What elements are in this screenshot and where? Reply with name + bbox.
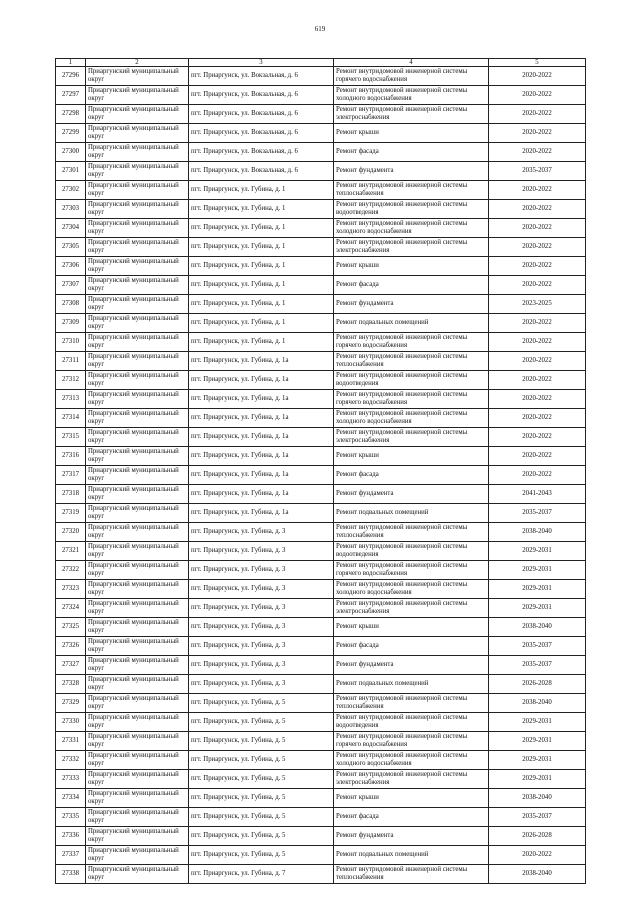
cell-period: 2020-2022: [489, 200, 586, 219]
table-row: [56, 390, 586, 409]
cell-period: 2026-2028: [489, 827, 586, 846]
table-row: [56, 504, 586, 523]
cell-municipality: Приаргунский муниципальный округ: [86, 808, 189, 827]
cell-period: 2020-2022: [489, 219, 586, 238]
cell-period: 2020-2022: [489, 181, 586, 200]
cell-municipality: Приаргунский муниципальный округ: [86, 314, 189, 333]
cell-address: пгт. Приаргунск, ул. Губина, д. 1: [189, 257, 334, 276]
cell-period: 2026-2028: [489, 675, 586, 694]
cell-period: 2020-2022: [489, 466, 586, 485]
table-row: [56, 846, 586, 865]
cell-number: 27327: [56, 656, 86, 675]
cell-work-type: Ремонт подвальных помещений: [334, 846, 489, 865]
cell-number: 27316: [56, 447, 86, 466]
cell-address: пгт. Приаргунск, ул. Вокзальная, д. 6: [189, 124, 334, 143]
cell-work-type: Ремонт подвальных помещений: [334, 314, 489, 333]
cell-number: 27321: [56, 542, 86, 561]
cell-municipality: Приаргунский муниципальный округ: [86, 504, 189, 523]
cell-municipality: Приаргунский муниципальный округ: [86, 371, 189, 390]
cell-municipality: Приаргунский муниципальный округ: [86, 523, 189, 542]
cell-number: 27300: [56, 143, 86, 162]
cell-work-type: Ремонт фасада: [334, 276, 489, 295]
cell-number: 27324: [56, 599, 86, 618]
table-row: [56, 295, 586, 314]
cell-municipality: Приаргунский муниципальный округ: [86, 409, 189, 428]
cell-work-type: Ремонт крыши: [334, 124, 489, 143]
header-cell-4: 4: [334, 59, 489, 67]
cell-address: пгт. Приаргунск, ул. Губина, д. 3: [189, 561, 334, 580]
cell-period: 2020-2022: [489, 447, 586, 466]
cell-work-type: Ремонт фасада: [334, 466, 489, 485]
table-row: [56, 409, 586, 428]
cell-period: 2020-2022: [489, 276, 586, 295]
table-row: [56, 181, 586, 200]
cell-municipality: Приаргунский муниципальный округ: [86, 732, 189, 751]
cell-number: 27319: [56, 504, 86, 523]
cell-municipality: Приаргунский муниципальный округ: [86, 675, 189, 694]
page-number: 619: [314, 25, 326, 33]
cell-work-type: Ремонт внутридомовой инженерной системы холодного водоснабжения: [334, 86, 489, 105]
cell-number: 27311: [56, 352, 86, 371]
table-row: [56, 865, 586, 884]
cell-work-type: Ремонт внутридомовой инженерной системы горячего водоснабжения: [334, 333, 489, 352]
cell-municipality: Приаргунский муниципальный округ: [86, 599, 189, 618]
cell-number: 27307: [56, 276, 86, 295]
cell-municipality: Приаргунский муниципальный округ: [86, 485, 189, 504]
header-cell-1: 1: [56, 59, 86, 67]
cell-work-type: Ремонт фасада: [334, 143, 489, 162]
cell-number: 27303: [56, 200, 86, 219]
cell-number: 27329: [56, 694, 86, 713]
table-row: [56, 466, 586, 485]
cell-work-type: Ремонт подвальных помещений: [334, 504, 489, 523]
table-row: [56, 656, 586, 675]
cell-address: пгт. Приаргунск, ул. Губина, д. 1: [189, 295, 334, 314]
header-cell-3: 3: [189, 59, 334, 67]
cell-work-type: Ремонт внутридомовой инженерной системы горячего водоснабжения: [334, 67, 489, 86]
table-row: [56, 257, 586, 276]
cell-address: пгт. Приаргунск, ул. Губина, д. 1: [189, 276, 334, 295]
cell-work-type: Ремонт внутридомовой инженерной системы водоотведения: [334, 713, 489, 732]
cell-number: 27313: [56, 390, 86, 409]
cell-address: пгт. Приаргунск, ул. Губина, д. 1а: [189, 371, 334, 390]
cell-number: 27312: [56, 371, 86, 390]
cell-work-type: Ремонт фасада: [334, 637, 489, 656]
cell-address: пгт. Приаргунск, ул. Губина, д. 5: [189, 827, 334, 846]
table-row: [56, 789, 586, 808]
table-row: [56, 675, 586, 694]
table-row: [56, 637, 586, 656]
cell-work-type: Ремонт внутридомовой инженерной системы холодного водоснабжения: [334, 580, 489, 599]
cell-number: 27318: [56, 485, 86, 504]
cell-address: пгт. Приаргунск, ул. Губина, д. 1: [189, 238, 334, 257]
cell-municipality: Приаргунский муниципальный округ: [86, 86, 189, 105]
cell-address: пгт. Приаргунск, ул. Вокзальная, д. 6: [189, 67, 334, 86]
cell-number: 27308: [56, 295, 86, 314]
cell-address: пгт. Приаргунск, ул. Губина, д. 3: [189, 542, 334, 561]
table-row: [56, 219, 586, 238]
cell-number: 27304: [56, 219, 86, 238]
cell-number: 27322: [56, 561, 86, 580]
cell-municipality: Приаргунский муниципальный округ: [86, 466, 189, 485]
cell-period: 2020-2022: [489, 124, 586, 143]
table-row: [56, 333, 586, 352]
table-row: [56, 143, 586, 162]
cell-number: 27325: [56, 618, 86, 637]
cell-number: 27320: [56, 523, 86, 542]
cell-work-type: Ремонт фасада: [334, 808, 489, 827]
cell-municipality: Приаргунский муниципальный округ: [86, 865, 189, 884]
table-row: [56, 485, 586, 504]
cell-number: 27323: [56, 580, 86, 599]
cell-address: пгт. Приаргунск, ул. Губина, д. 5: [189, 694, 334, 713]
cell-address: пгт. Приаргунск, ул. Губина, д. 1а: [189, 504, 334, 523]
cell-municipality: Приаргунский муниципальный округ: [86, 580, 189, 599]
cell-period: 2038-2040: [489, 618, 586, 637]
cell-work-type: Ремонт фундамента: [334, 656, 489, 675]
cell-number: 27299: [56, 124, 86, 143]
cell-period: 2029-2031: [489, 732, 586, 751]
cell-address: пгт. Приаргунск, ул. Губина, д. 1а: [189, 390, 334, 409]
cell-period: 2035-2037: [489, 504, 586, 523]
cell-address: пгт. Приаргунск, ул. Губина, д. 1а: [189, 447, 334, 466]
cell-municipality: Приаргунский муниципальный округ: [86, 713, 189, 732]
cell-number: 27336: [56, 827, 86, 846]
cell-number: 27326: [56, 637, 86, 656]
cell-period: 2029-2031: [489, 542, 586, 561]
cell-period: 2020-2022: [489, 143, 586, 162]
cell-number: 27310: [56, 333, 86, 352]
cell-number: 27314: [56, 409, 86, 428]
table-row: [56, 371, 586, 390]
cell-period: 2029-2031: [489, 580, 586, 599]
cell-address: пгт. Приаргунск, ул. Губина, д. 5: [189, 732, 334, 751]
cell-address: пгт. Приаргунск, ул. Губина, д. 1а: [189, 466, 334, 485]
cell-municipality: Приаргунский муниципальный округ: [86, 333, 189, 352]
cell-work-type: Ремонт внутридомовой инженерной системы холодного водоснабжения: [334, 219, 489, 238]
cell-address: пгт. Приаргунск, ул. Губина, д. 1а: [189, 409, 334, 428]
cell-number: 27315: [56, 428, 86, 447]
cell-address: пгт. Приаргунск, ул. Вокзальная, д. 6: [189, 162, 334, 181]
cell-work-type: Ремонт внутридомовой инженерной системы водоотведения: [334, 200, 489, 219]
table-row: [56, 162, 586, 181]
cell-address: пгт. Приаргунск, ул. Губина, д. 3: [189, 580, 334, 599]
cell-work-type: Ремонт внутридомовой инженерной системы горячего водоснабжения: [334, 561, 489, 580]
cell-municipality: Приаргунский муниципальный округ: [86, 390, 189, 409]
cell-municipality: Приаргунский муниципальный округ: [86, 827, 189, 846]
cell-number: 27331: [56, 732, 86, 751]
cell-work-type: Ремонт внутридомовой инженерной системы холодного водоснабжения: [334, 751, 489, 770]
cell-municipality: Приаргунский муниципальный округ: [86, 428, 189, 447]
cell-address: пгт. Приаргунск, ул. Губина, д. 1а: [189, 428, 334, 447]
table-row: [56, 523, 586, 542]
table-row: [56, 428, 586, 447]
header-cell-5: 5: [489, 59, 586, 67]
cell-period: 2020-2022: [489, 105, 586, 124]
cell-municipality: Приаргунский муниципальный округ: [86, 257, 189, 276]
cell-work-type: Ремонт внутридомовой инженерной системы теплоснабжения: [334, 865, 489, 884]
table-row: [56, 580, 586, 599]
cell-work-type: Ремонт внутридомовой инженерной системы электроснабжения: [334, 238, 489, 257]
cell-period: 2020-2022: [489, 846, 586, 865]
cell-municipality: Приаргунский муниципальный округ: [86, 656, 189, 675]
cell-number: 27317: [56, 466, 86, 485]
cell-address: пгт. Приаргунск, ул. Губина, д. 1а: [189, 485, 334, 504]
table-row: [56, 447, 586, 466]
cell-period: 2020-2022: [489, 371, 586, 390]
cell-number: 27338: [56, 865, 86, 884]
table-row: [56, 352, 586, 371]
cell-municipality: Приаргунский муниципальный округ: [86, 694, 189, 713]
cell-work-type: Ремонт фундамента: [334, 295, 489, 314]
cell-period: 2038-2040: [489, 865, 586, 884]
table-row: [56, 599, 586, 618]
cell-period: 2020-2022: [489, 428, 586, 447]
cell-period: 2035-2037: [489, 808, 586, 827]
cell-municipality: Приаргунский муниципальный округ: [86, 200, 189, 219]
table-row: [56, 105, 586, 124]
cell-address: пгт. Приаргунск, ул. Вокзальная, д. 6: [189, 105, 334, 124]
cell-work-type: Ремонт внутридомовой инженерной системы горячего водоснабжения: [334, 732, 489, 751]
cell-municipality: Приаргунский муниципальный округ: [86, 295, 189, 314]
cell-number: 27305: [56, 238, 86, 257]
cell-number: 27296: [56, 67, 86, 86]
table-row: [56, 86, 586, 105]
cell-address: пгт. Приаргунск, ул. Губина, д. 5: [189, 770, 334, 789]
cell-work-type: Ремонт внутридомовой инженерной системы холодного водоснабжения: [334, 409, 489, 428]
cell-period: 2029-2031: [489, 713, 586, 732]
header-cell-2: 2: [86, 59, 189, 67]
cell-address: пгт. Приаргунск, ул. Губина, д. 7: [189, 865, 334, 884]
cell-address: пгт. Приаргунск, ул. Губина, д. 5: [189, 789, 334, 808]
cell-work-type: Ремонт внутридомовой инженерной системы водоотведения: [334, 542, 489, 561]
cell-period: 2023-2025: [489, 295, 586, 314]
cell-number: 27333: [56, 770, 86, 789]
table-row: [56, 732, 586, 751]
cell-number: 27309: [56, 314, 86, 333]
cell-municipality: Приаргунский муниципальный округ: [86, 143, 189, 162]
cell-municipality: Приаргунский муниципальный округ: [86, 846, 189, 865]
cell-address: пгт. Приаргунск, ул. Вокзальная, д. 6: [189, 143, 334, 162]
cell-period: 2041-2043: [489, 485, 586, 504]
cell-period: 2020-2022: [489, 314, 586, 333]
cell-address: пгт. Приаргунск, ул. Губина, д. 5: [189, 713, 334, 732]
cell-municipality: Приаргунский муниципальный округ: [86, 162, 189, 181]
table-row: [56, 314, 586, 333]
cell-work-type: Ремонт крыши: [334, 447, 489, 466]
cell-period: 2035-2037: [489, 162, 586, 181]
cell-period: 2020-2022: [489, 67, 586, 86]
cell-address: пгт. Приаргунск, ул. Губина, д. 5: [189, 846, 334, 865]
cell-period: 2029-2031: [489, 751, 586, 770]
table-row: [56, 67, 586, 86]
cell-period: 2038-2040: [489, 694, 586, 713]
cell-work-type: Ремонт фундамента: [334, 162, 489, 181]
cell-work-type: Ремонт фундамента: [334, 827, 489, 846]
cell-number: 27298: [56, 105, 86, 124]
cell-period: 2035-2037: [489, 656, 586, 675]
table-row: [56, 827, 586, 846]
cell-municipality: Приаргунский муниципальный округ: [86, 238, 189, 257]
cell-number: 27302: [56, 181, 86, 200]
cell-municipality: Приаргунский муниципальный округ: [86, 105, 189, 124]
table-row: [56, 238, 586, 257]
cell-period: 2020-2022: [489, 257, 586, 276]
cell-number: 27332: [56, 751, 86, 770]
cell-period: 2020-2022: [489, 333, 586, 352]
cell-number: 27330: [56, 713, 86, 732]
table-row: [56, 124, 586, 143]
cell-period: 2029-2031: [489, 770, 586, 789]
cell-period: 2029-2031: [489, 561, 586, 580]
cell-municipality: Приаргунский муниципальный округ: [86, 637, 189, 656]
cell-address: пгт. Приаргунск, ул. Губина, д. 3: [189, 637, 334, 656]
cell-address: пгт. Приаргунск, ул. Губина, д. 1: [189, 181, 334, 200]
table-row: [56, 808, 586, 827]
cell-period: 2020-2022: [489, 409, 586, 428]
cell-address: пгт. Приаргунск, ул. Губина, д. 3: [189, 656, 334, 675]
cell-work-type: Ремонт внутридомовой инженерной системы теплоснабжения: [334, 181, 489, 200]
cell-work-type: Ремонт крыши: [334, 257, 489, 276]
cell-municipality: Приаргунский муниципальный округ: [86, 181, 189, 200]
cell-work-type: Ремонт внутридомовой инженерной системы горячего водоснабжения: [334, 390, 489, 409]
table-row: [56, 542, 586, 561]
cell-work-type: Ремонт внутридомовой инженерной системы теплоснабжения: [334, 523, 489, 542]
cell-address: пгт. Приаргунск, ул. Губина, д. 1: [189, 333, 334, 352]
cell-number: 27306: [56, 257, 86, 276]
cell-number: 27335: [56, 808, 86, 827]
cell-period: 2020-2022: [489, 238, 586, 257]
cell-municipality: Приаргунский муниципальный округ: [86, 618, 189, 637]
table-row: [56, 713, 586, 732]
cell-work-type: Ремонт крыши: [334, 789, 489, 808]
cell-municipality: Приаргунский муниципальный округ: [86, 447, 189, 466]
cell-number: 27301: [56, 162, 86, 181]
cell-address: пгт. Приаргунск, ул. Губина, д. 3: [189, 618, 334, 637]
cell-period: 2035-2037: [489, 637, 586, 656]
registry-table: [55, 58, 586, 884]
table-body: [56, 59, 586, 884]
table-row: [56, 751, 586, 770]
cell-municipality: Приаргунский муниципальный округ: [86, 542, 189, 561]
cell-municipality: Приаргунский муниципальный округ: [86, 124, 189, 143]
cell-period: 2038-2040: [489, 523, 586, 542]
cell-address: пгт. Приаргунск, ул. Губина, д. 3: [189, 599, 334, 618]
cell-municipality: Приаргунский муниципальный округ: [86, 751, 189, 770]
table-row: [56, 770, 586, 789]
table-row: [56, 694, 586, 713]
cell-work-type: Ремонт внутридомовой инженерной системы электроснабжения: [334, 599, 489, 618]
cell-address: пгт. Приаргунск, ул. Губина, д. 1: [189, 200, 334, 219]
table-row: [56, 561, 586, 580]
cell-municipality: Приаргунский муниципальный округ: [86, 770, 189, 789]
cell-number: 27337: [56, 846, 86, 865]
cell-address: пгт. Приаргунск, ул. Губина, д. 5: [189, 808, 334, 827]
cell-address: пгт. Приаргунск, ул. Губина, д. 5: [189, 751, 334, 770]
cell-municipality: Приаргунский муниципальный округ: [86, 67, 189, 86]
cell-work-type: Ремонт внутридомовой инженерной системы электроснабжения: [334, 770, 489, 789]
cell-number: 27297: [56, 86, 86, 105]
cell-number: 27328: [56, 675, 86, 694]
cell-address: пгт. Приаргунск, ул. Губина, д. 1: [189, 314, 334, 333]
cell-address: пгт. Приаргунск, ул. Губина, д. 1: [189, 219, 334, 238]
cell-work-type: Ремонт внутридомовой инженерной системы теплоснабжения: [334, 694, 489, 713]
table-row: [56, 618, 586, 637]
cell-period: 2038-2040: [489, 789, 586, 808]
cell-number: 27334: [56, 789, 86, 808]
cell-work-type: Ремонт внутридомовой инженерной системы теплоснабжения: [334, 352, 489, 371]
cell-address: пгт. Приаргунск, ул. Вокзальная, д. 6: [189, 86, 334, 105]
cell-period: 2029-2031: [489, 599, 586, 618]
cell-work-type: Ремонт фундамента: [334, 485, 489, 504]
cell-municipality: Приаргунский муниципальный округ: [86, 219, 189, 238]
cell-address: пгт. Приаргунск, ул. Губина, д. 3: [189, 523, 334, 542]
cell-municipality: Приаргунский муниципальный округ: [86, 276, 189, 295]
cell-address: пгт. Приаргунск, ул. Губина, д. 3: [189, 675, 334, 694]
cell-municipality: Приаргунский муниципальный округ: [86, 561, 189, 580]
table-row: [56, 276, 586, 295]
cell-municipality: Приаргунский муниципальный округ: [86, 352, 189, 371]
cell-work-type: Ремонт внутридомовой инженерной системы электроснабжения: [334, 105, 489, 124]
cell-work-type: Ремонт внутридомовой инженерной системы водоотведения: [334, 371, 489, 390]
cell-work-type: Ремонт крыши: [334, 618, 489, 637]
cell-period: 2020-2022: [489, 86, 586, 105]
cell-municipality: Приаргунский муниципальный округ: [86, 789, 189, 808]
header-row: [56, 59, 586, 67]
cell-period: 2020-2022: [489, 352, 586, 371]
cell-address: пгт. Приаргунск, ул. Губина, д. 1а: [189, 352, 334, 371]
cell-work-type: Ремонт подвальных помещений: [334, 675, 489, 694]
table-row: [56, 200, 586, 219]
cell-work-type: Ремонт внутридомовой инженерной системы электроснабжения: [334, 428, 489, 447]
cell-period: 2020-2022: [489, 390, 586, 409]
